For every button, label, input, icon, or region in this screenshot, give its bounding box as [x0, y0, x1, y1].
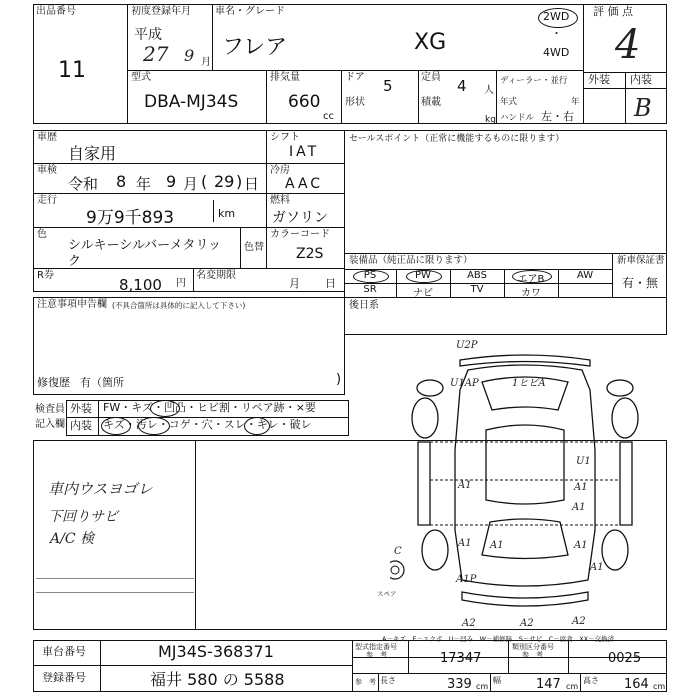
designation-value: 17347 — [440, 651, 482, 666]
spare-label: スペア — [377, 590, 397, 598]
dealer-year-unit: 年 — [571, 97, 580, 107]
inspector-exterior-tag: 外装 — [70, 402, 92, 415]
equip-tv: TV — [470, 284, 484, 295]
width-unit: cm — [566, 682, 579, 691]
lot-number: 11 — [58, 58, 86, 83]
mark-u2p: U2P — [456, 340, 478, 351]
doors-value: 5 — [383, 77, 393, 95]
name-change-label: 名変期限 — [196, 270, 236, 281]
interior-sure-circle — [244, 417, 270, 435]
warranty-label: 新車保証書 — [617, 255, 665, 266]
ac-label: 冷房 — [270, 165, 290, 176]
capacity-value: 4 — [457, 77, 467, 95]
mark-a2-1: A2 — [462, 618, 476, 629]
exterior-score-label: 外装 — [588, 73, 610, 86]
spare-tire-icon — [390, 561, 404, 579]
mark-u1ap: U1AP — [450, 378, 479, 389]
car-damage-diagram — [390, 330, 660, 630]
equip-abs: ABS — [467, 270, 487, 281]
inspection-day-open: ( — [201, 172, 208, 191]
exterior-ouhen-circle — [150, 400, 180, 417]
length-label: 長さ — [380, 676, 396, 685]
repaint-label: 色替 — [244, 242, 264, 253]
repair-close: ) — [336, 372, 342, 387]
width-label: 幅 — [493, 676, 501, 685]
interior-kizu-circle — [101, 417, 131, 435]
fuel-label: 燃料 — [270, 195, 290, 206]
class-label: 類別区分番号 — [512, 643, 554, 651]
interior-score-label: 内装 — [630, 73, 652, 86]
recycle-value: 8,100 — [119, 276, 162, 294]
shape-label: 形状 — [345, 97, 365, 108]
doors-label: ドア — [345, 72, 365, 83]
inspection-era: 令和 — [68, 175, 99, 193]
length-unit: cm — [476, 682, 489, 691]
designation-sub: 参 考 — [366, 651, 387, 659]
equip-pw: PW — [415, 270, 431, 281]
mark-a1-right: A1 — [574, 482, 588, 493]
repair-value: 有（箇所 — [80, 376, 124, 389]
sales-point-label: セールスポイント（正常に機能するものに限ります） — [349, 134, 565, 144]
name-change-day-unit: 日 — [325, 277, 336, 290]
car-grade: XG — [414, 30, 447, 55]
shift-label: シフト — [270, 132, 300, 143]
first-reg-month: 9 — [184, 46, 195, 65]
car-name: フレア — [222, 35, 288, 60]
mark-a1-left: A1 — [458, 480, 472, 491]
first-reg-month-unit: 月 — [201, 57, 211, 68]
displacement-label: 排気量 — [270, 72, 300, 83]
ac-value: AAC — [285, 176, 324, 192]
warranty-value: 有・無 — [622, 276, 659, 290]
lot-label: 出品番号 — [36, 6, 76, 17]
displacement-unit: cc — [323, 111, 334, 122]
length-value: 339 — [447, 677, 472, 692]
height-unit: cm — [653, 682, 666, 691]
mark-a1-lowright: A1 — [574, 540, 588, 551]
chassis-value: MJ34S-368371 — [158, 642, 274, 661]
height-label: 高さ — [583, 676, 599, 685]
reg-label: 登録番号 — [42, 671, 86, 684]
shift-value: IAT — [289, 144, 320, 160]
inspection-month-unit: 月 — [183, 175, 199, 193]
interior-yogore-circle — [138, 417, 170, 435]
inspector-interior-tag: 内装 — [70, 419, 92, 432]
inspector-label-2: 記入欄 — [35, 419, 65, 430]
color-code-value: Z2S — [296, 246, 324, 262]
height-value: 164 — [624, 677, 649, 692]
recycle-unit: 円 — [176, 278, 186, 289]
color-value-line2: ク — [68, 254, 82, 269]
inspector-exterior-text: FW・キズ・凹凸・ヒビ割・リペア跡・×要 — [103, 401, 316, 414]
drive-2wd: 2WD — [543, 10, 570, 23]
mark-a1-rear2: A1 — [490, 540, 504, 551]
inspection-day-close: ) — [236, 172, 243, 191]
inspection-month: 9 — [166, 172, 177, 191]
equip-airbag: エアB — [517, 274, 545, 285]
mark-a1-rear1: A1 — [590, 562, 604, 573]
equip-ps: PS — [363, 270, 377, 281]
capacity-label: 定員 — [421, 72, 441, 83]
color-value-line1: シルキーシルバーメタリッ — [68, 238, 222, 253]
mark-a1-rightpanel: A1 — [572, 502, 586, 513]
drive-dot: ・ — [551, 27, 562, 40]
caution-note: (不具合箇所は具体的に記入して下さい) — [112, 301, 246, 310]
mark-a2-2: A2 — [520, 618, 534, 629]
model-value: DBA-MJ34S — [144, 92, 239, 112]
mark-a1-lowleft: A1 — [458, 538, 472, 549]
first-reg-label: 初度登録年月 — [131, 6, 191, 17]
reference-label: 参 考 — [355, 678, 376, 686]
equip-leather: カワ — [521, 288, 541, 299]
handle-value: 左・右 — [541, 110, 574, 123]
displacement-value: 660 — [288, 92, 321, 112]
handle-label: ハンドル — [500, 113, 535, 123]
designation-label: 型式指定番号 — [355, 643, 397, 651]
equip-navi: ナビ — [413, 288, 433, 299]
equip-aw: AW — [576, 270, 594, 281]
class-sub: 参 考 — [522, 651, 543, 659]
first-reg-era: 平成 — [134, 27, 162, 43]
dealer-label: ディーラー・並行 — [500, 76, 568, 86]
damage-legend: A－キズ E－エクボ U－凹み W－補修跡 S－サビ C－腐食 XX－交換済 — [382, 635, 615, 643]
load-unit: kg — [485, 115, 496, 125]
dealer-year-label: 年式 — [500, 97, 518, 107]
mark-a2-3: A2 — [572, 616, 586, 627]
chassis-label: 車台番号 — [42, 645, 86, 658]
inspector-label-1: 検査員 — [35, 404, 65, 415]
history-value: 自家用 — [68, 144, 117, 163]
color-code-label: カラーコード — [270, 229, 330, 240]
handwritten-note-3: A/C 検 — [50, 531, 94, 547]
inspection-label: 車検 — [37, 165, 57, 176]
mark-c: C — [394, 546, 402, 557]
mileage-unit: km — [218, 207, 236, 220]
score-value: 4 — [615, 22, 641, 68]
mileage-label: 走行 — [37, 195, 57, 206]
first-reg-year: 27 — [143, 42, 169, 66]
inspection-year-unit: 年 — [136, 175, 152, 193]
model-label: 型式 — [131, 72, 151, 83]
width-value: 147 — [536, 677, 561, 692]
repair-label: 修復歴 — [37, 376, 70, 389]
equipment-label: 装備品（純正品に限ります） — [349, 255, 473, 266]
interior-score-value: B — [634, 94, 652, 122]
load-label: 積載 — [421, 97, 441, 108]
mark-a1p: A1P — [456, 574, 477, 585]
name-change-month-unit: 月 — [289, 277, 300, 290]
mileage-value: 9万9千893 — [86, 208, 175, 228]
class-value: 0025 — [608, 651, 642, 666]
mark-u1: U1 — [576, 456, 591, 467]
sales-point-box — [344, 130, 667, 254]
car-name-label: 車名・グレード — [215, 6, 285, 17]
inspection-day-unit: 日 — [244, 175, 260, 193]
reg-value: 福井 580 の 5588 — [150, 670, 285, 689]
lower-divider — [195, 440, 196, 630]
recycle-label: R券 — [37, 270, 54, 281]
equip-sr: SR — [363, 284, 377, 295]
score-label: 評 価 点 — [593, 5, 633, 18]
handwritten-note-2: 下回りサビ — [48, 509, 118, 525]
inspector-interior-text: キズ・汚レ・コゲ・穴・スレ・キレ・破レ — [103, 418, 312, 431]
mark-hibi: 1ヒビA — [512, 378, 546, 389]
handwritten-note-1: 車内ウスヨゴレ — [48, 480, 153, 498]
drive-4wd: 4WD — [543, 46, 570, 59]
fuel-value: ガソリン — [272, 210, 328, 226]
inspection-day: 29 — [214, 172, 235, 191]
history-label: 車歴 — [37, 132, 57, 143]
later-label: 後日系 — [349, 300, 379, 311]
color-label: 色 — [37, 229, 47, 240]
caution-label: 注意事項申告欄 — [37, 299, 107, 310]
inspection-year: 8 — [116, 172, 127, 191]
capacity-unit: 人 — [484, 85, 494, 96]
